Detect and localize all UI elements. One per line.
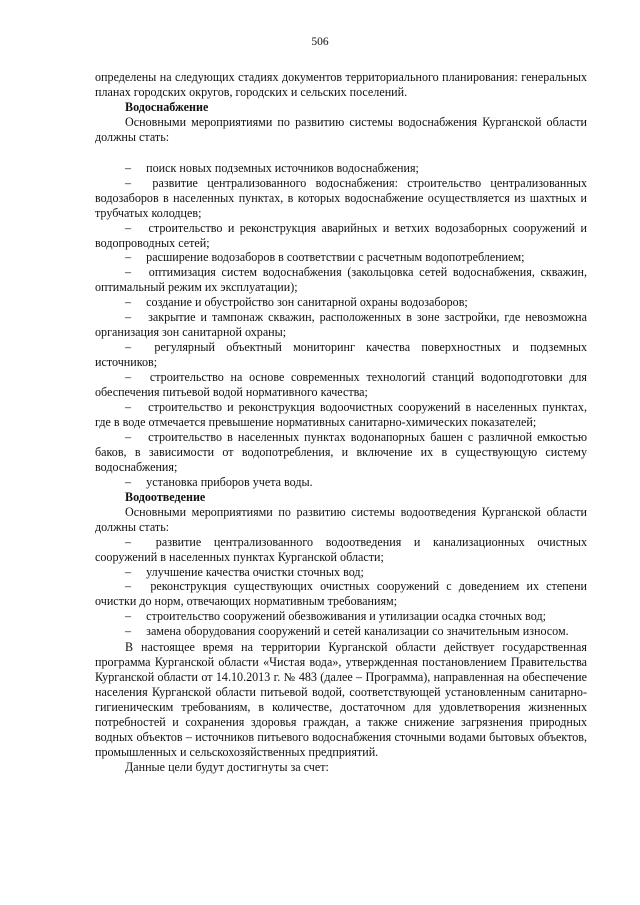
sewerage-item: – развитие централизованного водоотведения и канализационных очистных сооружений в населенных пунктах Курганской области; bbox=[95, 534, 587, 564]
sewerage-item: – замена оборудования сооружений и сетей канализации со значительным износом. bbox=[125, 624, 569, 639]
sewerage-item: – строительство сооружений обезвоживания и утилизации осадка сточных вод; bbox=[125, 609, 546, 624]
water-supply-item: – расширение водозаборов в соответствии с расчетным водопотреблением; bbox=[125, 250, 525, 265]
document-body bbox=[95, 70, 587, 775]
page-number: 506 bbox=[311, 36, 329, 48]
water-supply-item: – установка приборов учета воды. bbox=[125, 474, 313, 489]
program-paragraph: В настоящее время на территории Курганской области действует государственная программа Курганской области «Чистая вода», утвержденная постановлением Правительства Курганской области от 14.10.2013 г. № 483 (далее – Программа), направленная на обеспечение населения Курганской области питьевой водой, соответствующей установленным санитарно-гигиеническим требованиям, в количестве, достаточном для удовлетворения жизненных потребностей и сохранения здоровья граждан, а также снижение загрязнения природных водных объектов – источников питьевого водоснабжения сточными водами бытовых объектов, промышленных и сельскохозяйственных предприятий. bbox=[95, 640, 587, 759]
water-supply-item: – создание и обустройство зон санитарной охраны водозаборов; bbox=[125, 295, 468, 310]
water-supply-item: – регулярный объектный мониторинг качества поверхностных и подземных источников; bbox=[95, 340, 587, 370]
intro-paragraph: определены на следующих стадиях документов территориального планирования: генеральных планах городских округов, городских и сельских поселений. bbox=[95, 70, 587, 99]
water-supply-item: – развитие централизованного водоснабжения: строительство централизованных водозаборов в населенных пунктах, в которых водоснабжение осуществляется из шахтных и трубчатых колодцев; bbox=[95, 175, 587, 220]
water-supply-item: – строительство в населенных пунктах водонапорных башен с различной емкостью баков, в зависимости от водопотребления, и включение их в существующую систему водоснабжения; bbox=[95, 429, 587, 474]
closing-line: Данные цели будут достигнуты за счет: bbox=[125, 759, 329, 774]
sewerage-item: – улучшение качества очистки сточных вод; bbox=[125, 564, 364, 579]
sewerage-item: – реконструкция существующих очистных сооружений с доведением их степени очистки до норм, отвечающих нормативным требованиям; bbox=[95, 579, 587, 609]
water-supply-item: – закрытие и тампонаж скважин, расположенных в зоне застройки, где невозможна организация зон санитарной охраны; bbox=[95, 310, 587, 340]
water-supply-heading: Водоснабжение bbox=[125, 99, 209, 114]
water-supply-item: – строительство на основе современных технологий станций водоподготовки для обеспечения питьевой водой нормативного качества; bbox=[95, 370, 587, 400]
water-supply-item: – поиск новых подземных источников водоснабжения; bbox=[125, 160, 419, 175]
sewerage-heading: Водоотведение bbox=[125, 489, 206, 504]
sewerage-lead: Основными мероприятиями по развитию системы водоотведения Курганской области должны стать: bbox=[95, 504, 587, 534]
water-supply-lead: Основными мероприятиями по развитию системы водоснабжения Курганской области должны стать: bbox=[95, 114, 587, 144]
water-supply-item: – строительство и реконструкция водоочистных сооружений в населенных пунктах, где в воде отмечается превышение нормативных санитарно-химических показателей; bbox=[95, 400, 587, 429]
water-supply-item: – строительство и реконструкция аварийных и ветхих водозаборных сооружений и водопроводных сетей; bbox=[95, 220, 587, 250]
water-supply-item: – оптимизация систем водоснабжения (закольцовка сетей водоснабжения, скважин, оптимальный режим их эксплуатации); bbox=[95, 265, 587, 295]
